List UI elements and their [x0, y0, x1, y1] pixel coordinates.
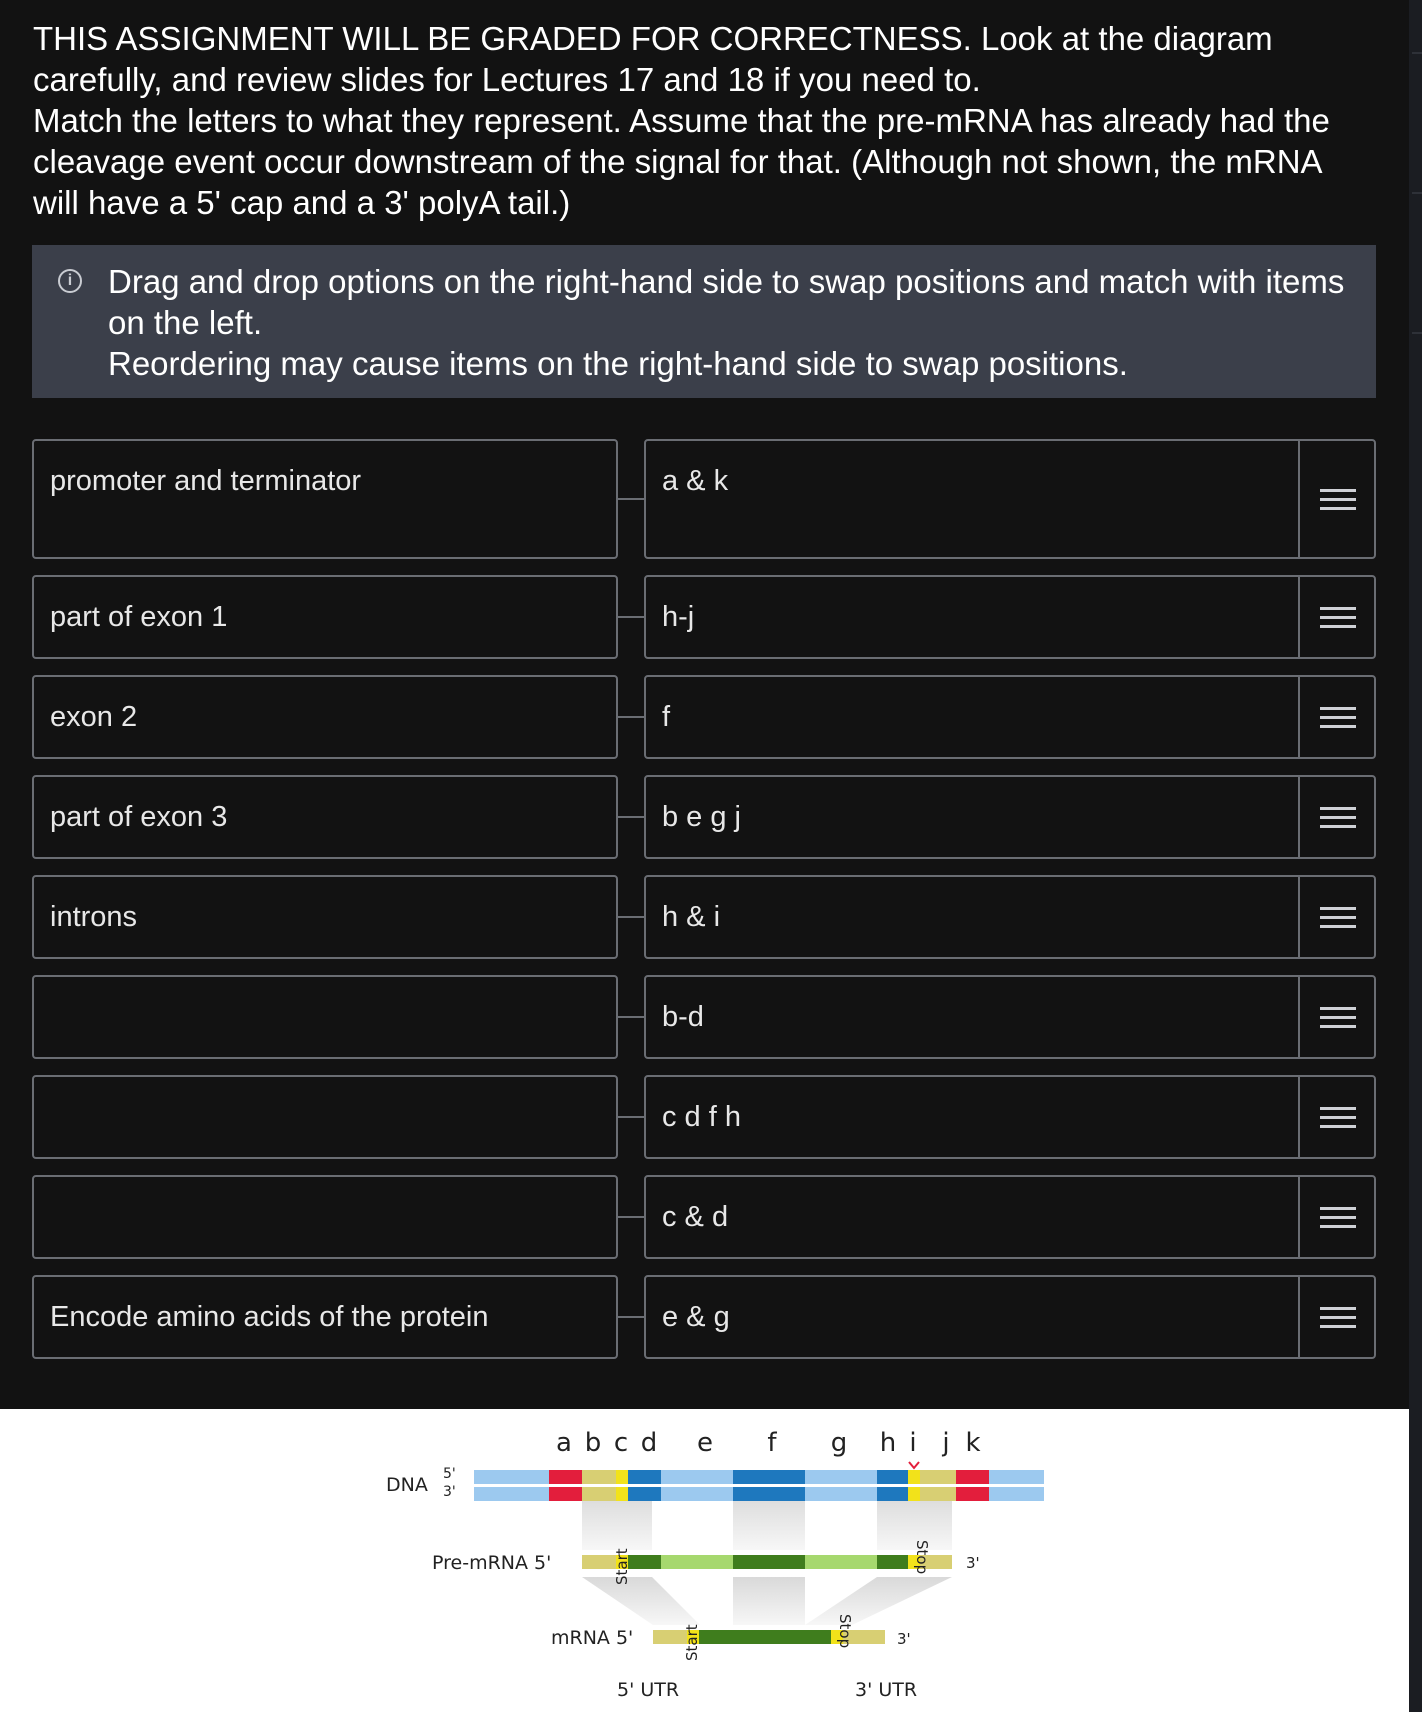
option-label: f — [662, 701, 671, 733]
utr5-label: 5' UTR — [617, 1679, 680, 1701]
premrna-stop-label: Stop — [913, 1540, 931, 1575]
left-item-empty — [32, 975, 618, 1059]
connector-line — [618, 1016, 646, 1018]
left-item-label: part of exon 1 — [50, 601, 228, 633]
option-label: e & g — [662, 1301, 730, 1333]
connector-line — [618, 916, 646, 918]
draggable-option[interactable] — [644, 575, 1376, 659]
question-prompt — [33, 18, 1363, 223]
match-row — [32, 1275, 1376, 1359]
left-item-label: promoter and terminator — [50, 465, 362, 497]
draggable-option[interactable] — [644, 875, 1376, 959]
window-edge — [1409, 0, 1422, 1712]
draggable-option[interactable] — [644, 975, 1376, 1059]
left-item — [32, 775, 618, 859]
mrna-label: mRNA 5' — [551, 1627, 634, 1649]
hint-line-1: Drag and drop options on the right-hand side to swap positions and match with items on the left. — [108, 263, 1345, 341]
match-row — [32, 675, 1376, 759]
connector-line — [618, 498, 646, 500]
left-item — [32, 1275, 618, 1359]
option-label: b e g j — [662, 801, 741, 833]
match-row — [32, 575, 1376, 659]
match-row — [32, 439, 1376, 559]
letter-g: g — [830, 1428, 848, 1458]
draggable-option[interactable] — [644, 1075, 1376, 1159]
connector-line — [618, 1216, 646, 1218]
letter-d: d — [640, 1428, 658, 1458]
drag-drop-hint — [32, 245, 1376, 398]
connector-line — [618, 1316, 646, 1318]
projection-shade — [582, 1577, 700, 1625]
edge-tick — [1412, 332, 1422, 334]
match-row — [32, 1075, 1376, 1159]
projection-shade — [805, 1577, 952, 1625]
draggable-option[interactable] — [644, 1175, 1376, 1259]
left-item-label: introns — [50, 901, 138, 933]
dna-label: DNA — [386, 1474, 428, 1496]
connector-line — [618, 1116, 646, 1118]
draggable-option[interactable] — [644, 1275, 1376, 1359]
left-item-empty — [32, 1175, 618, 1259]
option-label: c d f h — [662, 1101, 741, 1133]
draggable-option[interactable] — [644, 439, 1376, 559]
drag-handle-icon[interactable] — [1298, 1277, 1374, 1357]
premrna-3prime-label: 3' — [966, 1554, 980, 1572]
hint-line-2: Reordering may cause items on the right-hand side to swap positions. — [108, 345, 1128, 382]
draggable-option[interactable] — [644, 675, 1376, 759]
option-label: a & k — [662, 465, 729, 497]
gene-diagram — [0, 1409, 1409, 1712]
prompt-line-1: THIS ASSIGNMENT WILL BE GRADED FOR CORRECTNESS. Look at the diagram carefully, and review slides for Lectures 17 and 18 if you need to. — [33, 20, 1273, 98]
letter-h: h — [879, 1428, 897, 1458]
option-label: h & i — [662, 901, 721, 933]
drag-handle-icon[interactable] — [1298, 577, 1374, 657]
drag-handle-icon[interactable] — [1298, 1177, 1374, 1257]
left-item-empty — [32, 1075, 618, 1159]
letter-e: e — [697, 1428, 713, 1458]
info-icon: i — [58, 269, 82, 293]
match-row — [32, 875, 1376, 959]
match-row — [32, 975, 1376, 1059]
edge-tick — [1412, 192, 1422, 194]
draggable-option[interactable] — [644, 775, 1376, 859]
drag-handle-icon[interactable] — [1298, 877, 1374, 957]
left-item-label: part of exon 3 — [50, 801, 228, 833]
dna-double-strand — [474, 1470, 1044, 1501]
dna-3prime-label: 3' — [443, 1484, 456, 1500]
left-item — [32, 875, 618, 959]
hint-text — [108, 261, 1348, 384]
drag-handle-icon[interactable] — [1298, 441, 1374, 557]
marker-under-i — [909, 1462, 919, 1468]
left-item — [32, 675, 618, 759]
region-letters — [556, 1428, 981, 1458]
left-item-label: exon 2 — [50, 701, 138, 733]
option-label: h-j — [662, 601, 695, 633]
projection-shade — [733, 1577, 805, 1625]
drag-handle-icon[interactable] — [1298, 977, 1374, 1057]
drag-handle-icon[interactable] — [1298, 677, 1374, 757]
letter-j: j — [942, 1428, 950, 1458]
match-row — [32, 1175, 1376, 1259]
left-item-label: Encode amino acids of the protein — [50, 1301, 489, 1333]
drag-handle-icon[interactable] — [1298, 777, 1374, 857]
letter-c: c — [613, 1428, 629, 1458]
left-item — [32, 439, 618, 559]
premrna-start-label: Start — [613, 1548, 631, 1585]
mrna-start-label: Start — [683, 1624, 701, 1661]
mrna-stop-label: Stop — [836, 1614, 854, 1649]
mrna-3prime-label: 3' — [897, 1630, 911, 1648]
premrna-strand — [582, 1555, 952, 1569]
connector-line — [618, 716, 646, 718]
letter-k: k — [965, 1428, 981, 1458]
drag-handle-icon[interactable] — [1298, 1077, 1374, 1157]
option-label: b-d — [662, 1001, 704, 1033]
connector-line — [618, 616, 646, 618]
left-item — [32, 575, 618, 659]
match-row — [32, 775, 1376, 859]
premrna-label: Pre-mRNA 5' — [432, 1552, 552, 1574]
edge-tick — [1412, 52, 1422, 54]
letter-f: f — [767, 1428, 777, 1458]
option-label: c & d — [662, 1201, 729, 1233]
letter-a: a — [556, 1428, 572, 1458]
utr3-label: 3' UTR — [855, 1679, 918, 1701]
letter-b: b — [584, 1428, 602, 1458]
letter-i: i — [909, 1428, 917, 1458]
gene-diagram-svg — [0, 1409, 1409, 1712]
dna-5prime-label: 5' — [443, 1466, 456, 1482]
prompt-line-2: Match the letters to what they represent. Assume that the pre-mRNA has already had the cleavage event occur downstream of the signal for that. (Although not shown, the mRNA will have a 5' cap and a 3' polyA tail.) — [33, 102, 1330, 221]
connector-line — [618, 816, 646, 818]
